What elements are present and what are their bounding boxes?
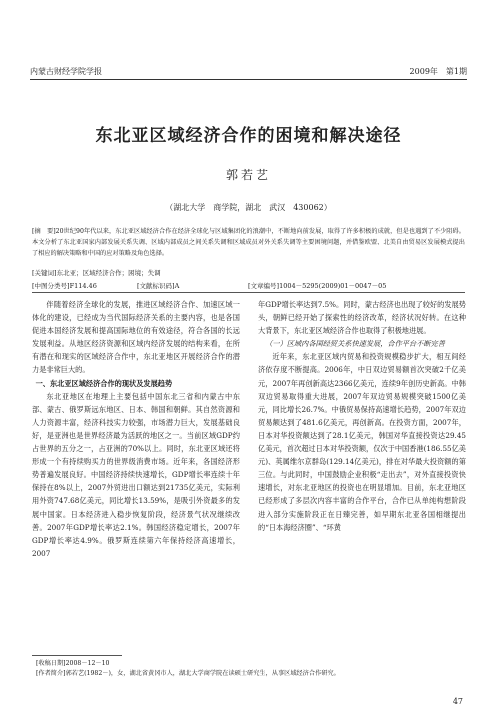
- article-number: [文章编号]1004－5295(2009)01－0047－05: [248, 282, 387, 290]
- issue-label: 2009年 第1期: [409, 67, 467, 76]
- right-column: [258, 298, 466, 534]
- document-code: [文献标识码]A: [137, 282, 180, 290]
- left-column: [32, 298, 240, 560]
- section-heading: 一、东北亚区域经济合作的现状及发展趋势: [35, 378, 173, 388]
- body-paragraph: 年GDP增长率达到7.5%。同时，蒙古经济也出现了较好的发展势头，朝鲜已经开始了探索性的经济改革，经济状况好转。在这种大背景下，东北亚区域经济合作也取得了积极地进展。: [258, 300, 466, 336]
- affiliation: （湖北大学 商学院，湖北 武汉 430062）: [165, 203, 332, 212]
- meta-rule: [32, 292, 465, 293]
- received-date: [收稿日期]2008－12－10: [36, 660, 110, 667]
- running-header: [30, 66, 467, 77]
- classification-line: [32, 281, 465, 290]
- footnote-rule: [32, 655, 122, 656]
- body-paragraph: 东北亚地区在地理上主要包括中国东北三省和内蒙古中东部、蒙古、俄罗斯远东地区、日本、韩国和朝鲜。其自然资源和人力资源丰富，经济科技实力较强，市场潜力巨大，发展基础良好，是亚洲也是世界经济最为活跃的地区之一。当前区域GDP约占世界的五分之一，占亚洲的70%以上。同时，东北亚区域还将形成一个有持续购买力的世界级消费市场。近年来，各国经济形势普遍发展良好。中国经济持续快速增长，GDP增长率连续十年保持在8%以上，2007外贸进出口额达到21735亿美元，实际利用外资747.68亿美元，同比增长13.59%，是吸引外资最多的发展中国家。日本经济进入稳步恢复阶段，经济景气状况继续改善。2007年GDP增长率达2.1%。韩国经济稳定增长，2007年GDP增长率达4.9%。俄罗斯连续第六年保持经济高速增长，2007: [32, 391, 240, 558]
- journal-name: 内蒙古财经学院学报: [30, 67, 102, 76]
- subsection-heading: （一）区域内各国经贸关系快速发展，合作平台不断完善: [265, 339, 445, 349]
- article-title: 东北亚区域经济合作的困境和解决途径: [95, 126, 402, 146]
- body-paragraph: 近年来，东北亚区域内贸易和投资规模稳步扩大，相互间经济依存度不断提高。2006年，中日双边贸易额首次突破2千亿美元，2007年再创新高达2366亿美元，连续9年创历史新高。中韩双边贸易取得重大进展，2007年双边贸易规模突破1500亿美元，同比增长26.7%。中俄贸易保持高速增长趋势，2007年双边贸易额达到了481.6亿美元，再创新高。在投资方面，2007年，日本对华投资额达到了28.1亿美元，韩国对华直接投资达29.45亿美元，首次超过日本对华投资额，仅次于中国香港(186.55亿美元)、英属维尔京群岛(129.14亿美元)，排在对华最大投资额的第三位。与此同时，中国鼓励企业积极“走出去”，对外直接投资快速增长，对东北亚地区的投资也在明显增加。目前，东北亚地区已经形成了多层次内容丰富的合作平台，合作已从单纯构想阶段进入部分实施阶段正在日臻完善，如早期东北亚各国相继提出的“日本海经济圈”、“环黄: [258, 352, 466, 532]
- clc-number: [中图分类号]F114.46: [32, 282, 97, 290]
- keywords: [关键词]东北亚；区域经济合作；困境；失调: [32, 269, 161, 277]
- author-name: 郭若艺: [225, 168, 271, 182]
- abstract: [摘 要]20世纪90年代以来，东北亚区域经济合作在经济全球化与区域集团化的浪潮中，不断地向前发展，取得了许多积极的成就，但是也遇到了不少阻碍。本文分析了东北亚国家内部发展关系失调、区域内部成员之间关系失调和区域成员对外关系失调等主要困境问题，并借鉴欧盟、北美自由贸易区发展模式提出了相应的解决策略和中国的应对策略及角色选择。: [32, 228, 465, 257]
- intro-paragraph: 伴随着经济全球化的发展，推进区域经济合作、加速区域一体化的建设，已经成为当代国际经济关系的主要内容，也是各国促进本国经济发展和提高国际地位的有效途径，符合各国的长远发展利益。从地区经济资源和区域内经济发展的结构来看，在所有潜在和现实的区域经济合作中，东北亚地区开展经济合作的潜力是非常巨大的。: [32, 300, 240, 375]
- footnote: [36, 659, 340, 679]
- header-rule: [30, 79, 467, 80]
- author-bio: [作者简介]郭若艺(1982－)，女，湖北省黄冈市人，湖北大学商学院在读硕士研究生，从事区域经济合作研究。: [36, 670, 340, 677]
- page-number: 47: [452, 697, 463, 706]
